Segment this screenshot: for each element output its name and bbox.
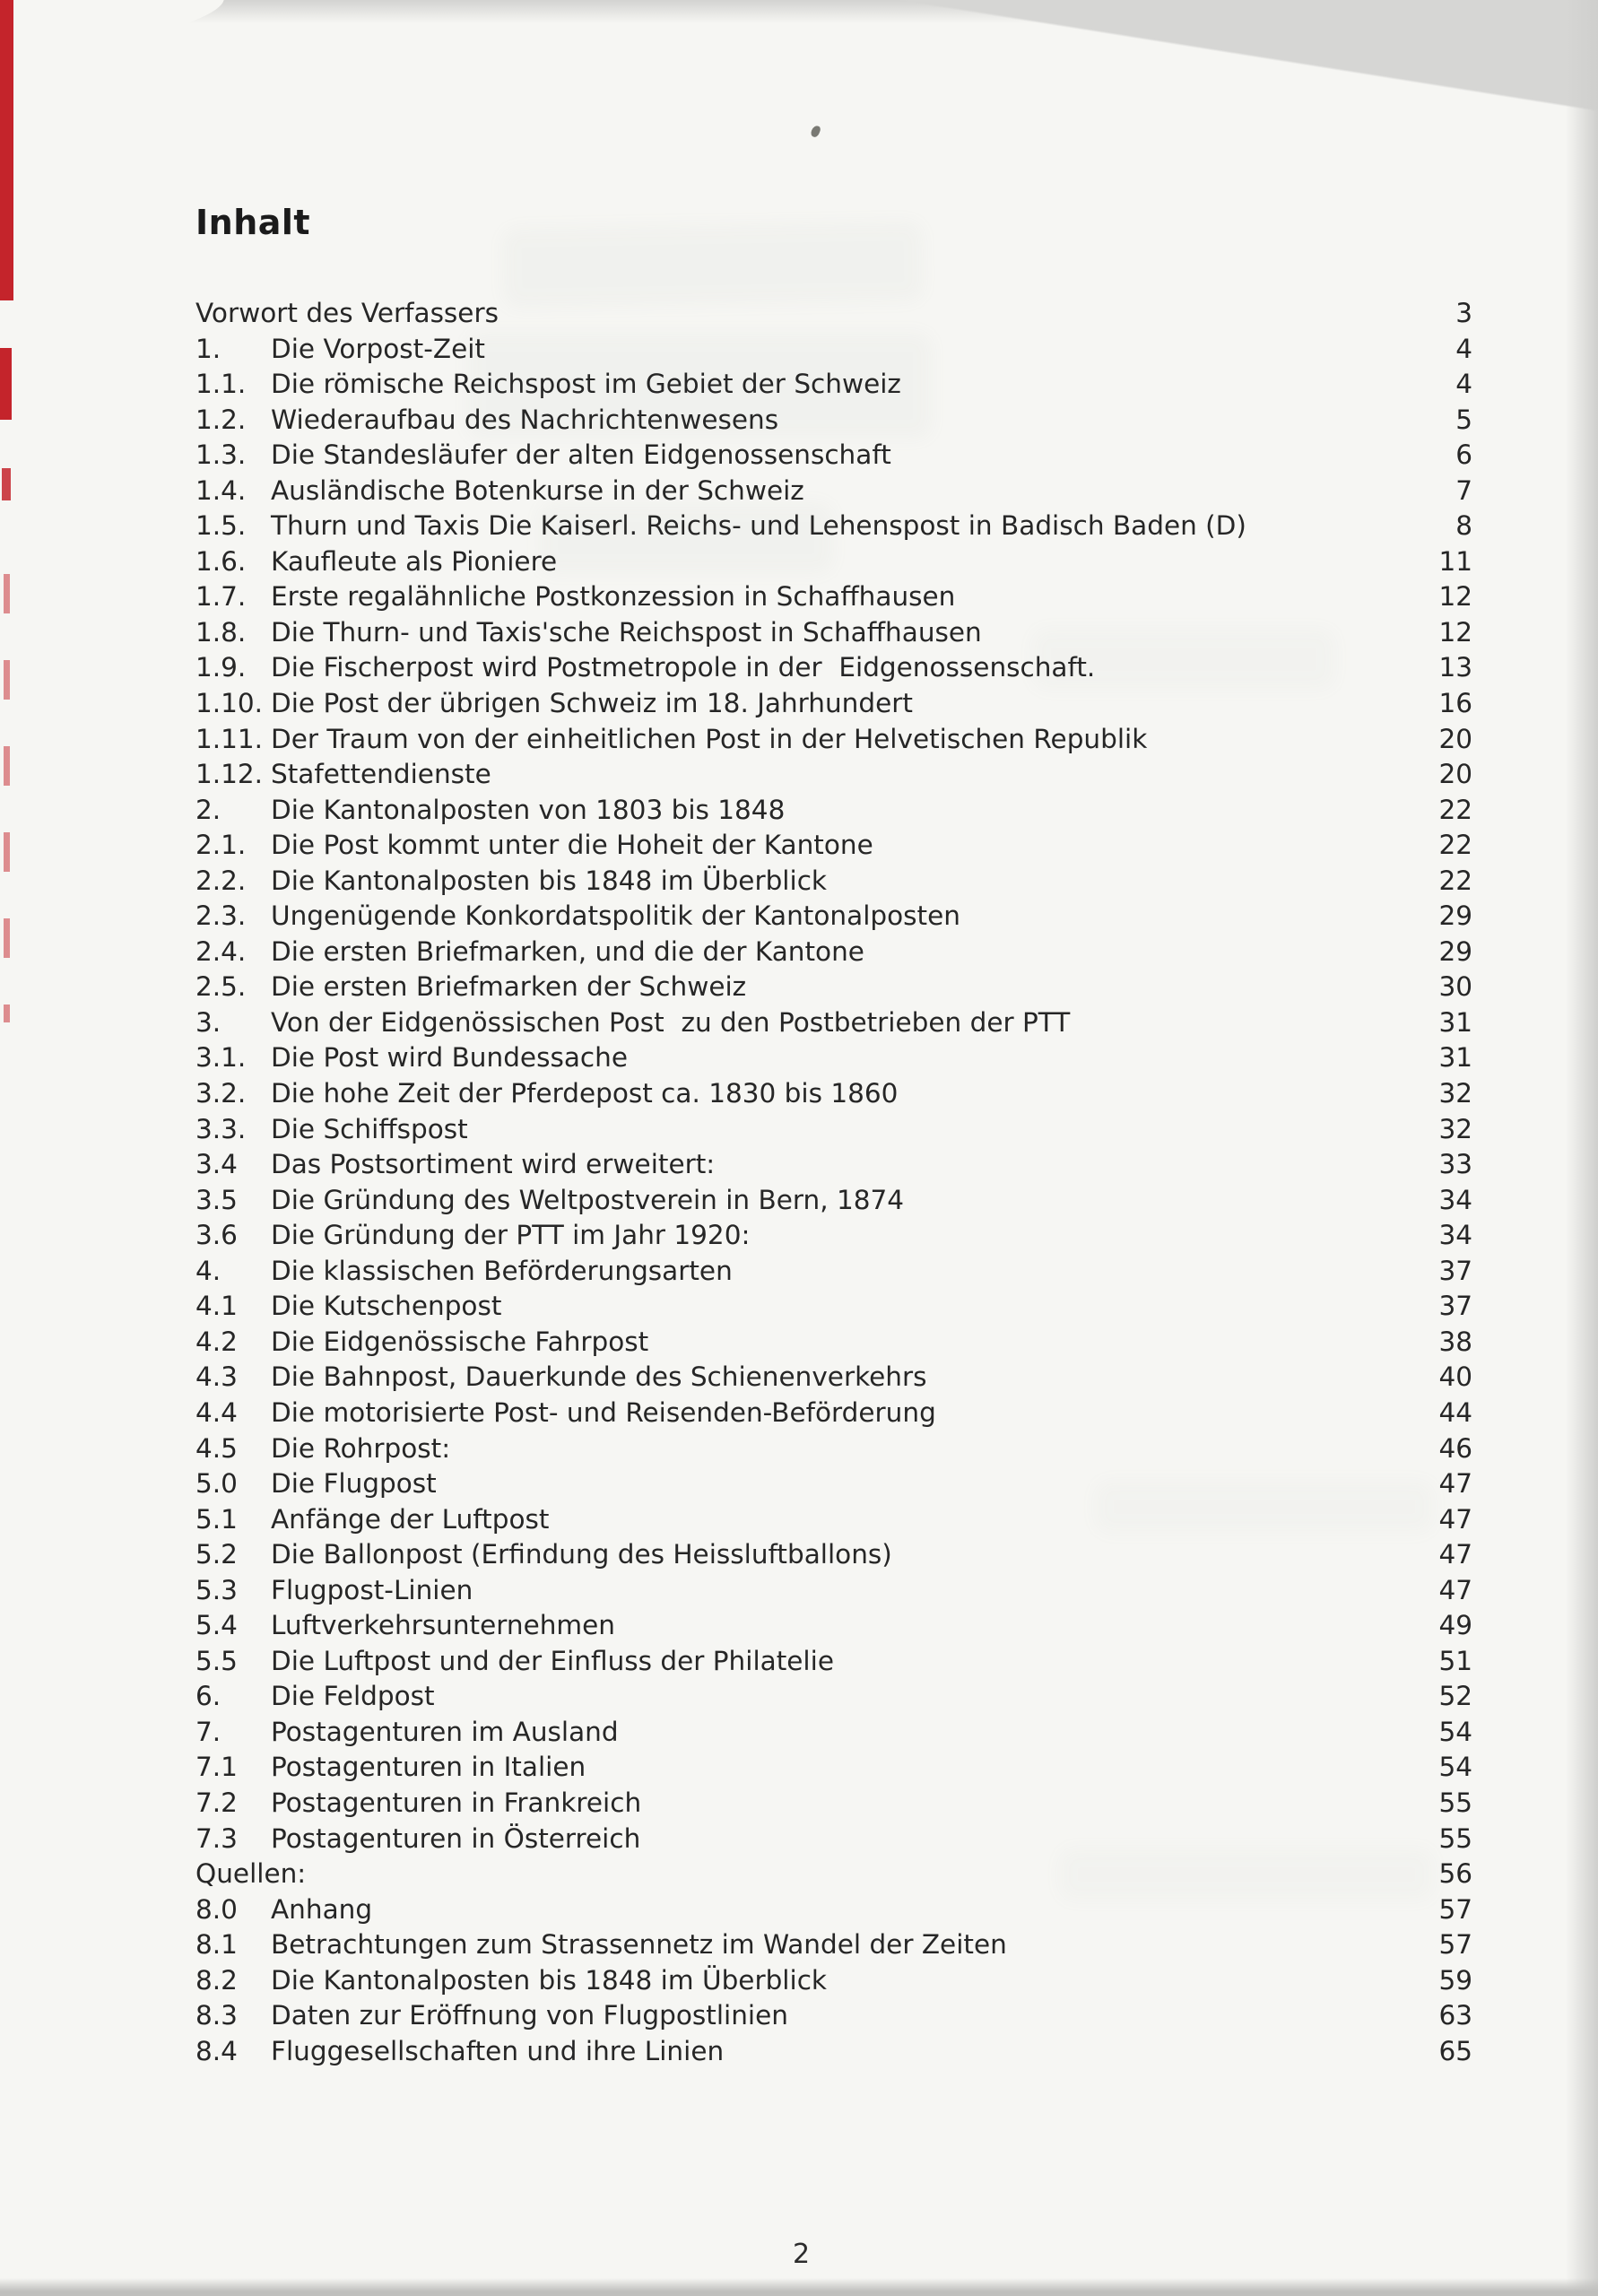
toc-entry-page: 32: [1438, 1113, 1472, 1144]
toc-row: [195, 1289, 1472, 1325]
toc-entry-number: 1.: [195, 333, 221, 364]
toc-entry-number: 1.4.: [195, 474, 247, 506]
toc-entry-page: 12: [1438, 581, 1472, 613]
toc-row: [195, 1147, 1472, 1183]
toc-entry-number: 7.: [195, 1716, 221, 1747]
toc-entry-title: Betrachtungen zum Strassennetz im Wandel der Zeiten: [271, 1929, 1007, 1961]
toc-entry-number: 3.2.: [195, 1078, 247, 1109]
left-margin-red-dash: [0, 348, 12, 420]
toc-row: [195, 1927, 1472, 1963]
toc-row: [195, 1112, 1472, 1148]
toc-entry-number: 5.2: [195, 1539, 238, 1570]
toc-entry-page: 33: [1438, 1149, 1472, 1180]
toc-row: [195, 1431, 1472, 1467]
toc-entry-number: 1.11.: [195, 723, 264, 754]
toc-entry-title: Daten zur Eröffnung von Flugpostlinien: [271, 2000, 788, 2031]
toc-row: [195, 864, 1472, 900]
toc-row: [195, 1254, 1472, 1290]
toc-entry-title: Ungenügende Konkordatspolitik der Kantonalposten: [271, 900, 960, 932]
toc-entry-page: 31: [1438, 1006, 1472, 1038]
toc-entry-page: 16: [1438, 688, 1472, 719]
page-curl-highlight: [0, 0, 228, 57]
toc-row: [195, 1076, 1472, 1112]
toc-entry-number: 1.3.: [195, 439, 247, 471]
toc-entry-number: 2.5.: [195, 971, 247, 1003]
toc-entry-page: 31: [1438, 1042, 1472, 1074]
toc-entry-page: 20: [1438, 759, 1472, 790]
toc-row: [195, 1183, 1472, 1219]
toc-entry-page: 54: [1438, 1752, 1472, 1783]
toc-entry-title: Thurn und Taxis Die Kaiserl. Reichs- und Lehenspost in Badisch Baden (D): [271, 510, 1246, 542]
toc-entry-page: 29: [1438, 900, 1472, 932]
toc-entry-number: 3.1.: [195, 1042, 247, 1074]
toc-entry-page: 57: [1438, 1929, 1472, 1961]
toc-entry-title: Die Gründung des Weltpostverein in Bern, 1874: [271, 1184, 905, 1215]
toc-entry-title: Luftverkehrsunternehmen: [271, 1610, 616, 1641]
toc-entry-page: 47: [1438, 1503, 1472, 1535]
toc-entry-title: Die Eidgenössische Fahrpost: [271, 1326, 649, 1357]
toc-row: [195, 757, 1472, 793]
toc-row: [195, 1360, 1472, 1396]
toc-entry-page: 55: [1438, 1822, 1472, 1854]
toc-entry-title: Die Feldpost: [271, 1681, 435, 1712]
toc-entry-page: 63: [1438, 2000, 1472, 2031]
toc-row: [195, 403, 1472, 439]
toc-row: [195, 1998, 1472, 2034]
toc-entry-title: Kaufleute als Pioniere: [271, 545, 558, 577]
toc-row: [195, 332, 1472, 368]
toc-entry-title: Die römische Reichspost im Gebiet der Schweiz: [271, 369, 901, 400]
toc-entry-title: Die Ballonpost (Erfindung des Heissluftballons): [271, 1539, 892, 1570]
toc-entry-number: 5.3: [195, 1574, 238, 1605]
toc-entry-page: 52: [1438, 1681, 1472, 1712]
toc-entry-number: 1.9.: [195, 652, 247, 683]
toc-row: [195, 509, 1472, 544]
toc-entry-number: 7.1: [195, 1752, 238, 1783]
toc-entry-title: Die Fischerpost wird Postmetropole in der Eidgenossenschaft.: [271, 652, 1096, 683]
toc-row: [195, 935, 1472, 970]
toc-entry-page: 57: [1438, 1893, 1472, 1925]
toc-row: [195, 1608, 1472, 1644]
ink-speck: [810, 125, 821, 138]
toc-entry-title: Die Kantonalposten von 1803 bis 1848: [271, 794, 786, 825]
toc-entry-title: Die ersten Briefmarken der Schweiz: [271, 971, 747, 1003]
toc-entry-page: 47: [1438, 1539, 1472, 1570]
toc-entry-page: 55: [1438, 1787, 1472, 1818]
toc-entry-page: 4: [1455, 333, 1472, 364]
toc-entry-title: Die Rohrpost:: [271, 1432, 451, 1464]
toc-entry-number: 5.4: [195, 1610, 238, 1641]
toc-entry-title: Die Bahnpost, Dauerkunde des Schienenverkehrs: [271, 1361, 927, 1393]
toc-row: [195, 296, 1472, 332]
toc-entry-title: Die Post kommt unter die Hoheit der Kantone: [271, 830, 873, 861]
toc-entry-title: Postagenturen in Österreich: [271, 1822, 641, 1854]
toc-row: [195, 722, 1472, 758]
toc-entry-page: 40: [1438, 1361, 1472, 1393]
toc-entry-title: Die Standesläufer der alten Eidgenossenschaft: [271, 439, 891, 471]
toc-entry-title: Der Traum von der einheitlichen Post in der Helvetischen Republik: [271, 723, 1148, 754]
toc-row: [195, 1679, 1472, 1715]
toc-entry-title: Anhang: [271, 1893, 373, 1925]
toc-entry-number: 1.1.: [195, 369, 247, 400]
toc-entry-title: Postagenturen in Frankreich: [271, 1787, 642, 1818]
toc-entry-title: Die Vorpost-Zeit: [271, 333, 485, 364]
toc-entry-number: 4.: [195, 1255, 221, 1286]
toc-entry-page: 32: [1438, 1078, 1472, 1109]
toc-entry-title: Vorwort des Verfassers: [195, 298, 499, 328]
toc-entry-number: 4.5: [195, 1432, 238, 1464]
toc-row: [195, 1822, 1472, 1857]
toc-entry-number: 2.4.: [195, 935, 247, 967]
toc-row: [195, 650, 1472, 686]
toc-entry-title: Erste regalähnliche Postkonzession in Schaffhausen: [271, 581, 956, 613]
toc-entry-page: 37: [1438, 1291, 1472, 1322]
toc-entry-title: Die Post der übrigen Schweiz im 18. Jahrhundert: [271, 688, 913, 719]
table-of-contents: [195, 296, 1472, 2069]
toc-entry-title: Stafettendienste: [271, 759, 491, 790]
toc-entry-page: 34: [1438, 1220, 1472, 1251]
left-margin-red-mark: [0, 0, 13, 300]
toc-entry-title: Die Flugpost: [271, 1468, 437, 1500]
toc-entry-title: Quellen:: [195, 1858, 307, 1890]
toc-entry-page: 12: [1438, 616, 1472, 648]
toc-entry-number: 2.2.: [195, 865, 247, 896]
toc-entry-number: 4.1: [195, 1291, 238, 1322]
toc-entry-number: 2.3.: [195, 900, 247, 932]
toc-entry-number: 3.: [195, 1006, 221, 1038]
toc-entry-page: 20: [1438, 723, 1472, 754]
toc-entry-number: 1.12.: [195, 759, 264, 790]
toc-entry-page: 34: [1438, 1184, 1472, 1215]
toc-entry-page: 54: [1438, 1716, 1472, 1747]
toc-row: [195, 2034, 1472, 2070]
toc-entry-title: Die Post wird Bundessache: [271, 1042, 628, 1074]
left-margin-red-faint-line: [4, 574, 10, 1022]
toc-entry-title: Die Luftpost und der Einfluss der Philatelie: [271, 1645, 834, 1676]
toc-row: [195, 438, 1472, 474]
toc-entry-page: 8: [1455, 510, 1472, 542]
toc-entry-title: Die klassischen Beförderungsarten: [271, 1255, 733, 1286]
toc-entry-number: 3.3.: [195, 1113, 247, 1144]
toc-entry-number: 5.0: [195, 1468, 238, 1500]
toc-row: [195, 1396, 1472, 1431]
toc-entry-page: 22: [1438, 830, 1472, 861]
toc-entry-number: 1.7.: [195, 581, 247, 613]
toc-entry-title: Die Kantonalposten bis 1848 im Überblick: [271, 1964, 828, 1996]
toc-entry-page: 6: [1455, 439, 1472, 471]
toc-entry-number: 1.6.: [195, 545, 247, 577]
scanner-right-edge: [1566, 0, 1598, 2296]
toc-entry-number: 8.2: [195, 1964, 238, 1996]
toc-row: [195, 899, 1472, 935]
toc-row: [195, 1644, 1472, 1680]
toc-entry-title: Das Postsortiment wird erweitert:: [271, 1149, 716, 1180]
toc-entry-page: 51: [1438, 1645, 1472, 1676]
toc-entry-number: 7.2: [195, 1787, 238, 1818]
toc-entry-title: Postagenturen in Italien: [271, 1752, 586, 1783]
toc-row: [195, 579, 1472, 615]
toc-entry-title: Die motorisierte Post- und Reisenden-Beförderung: [271, 1396, 936, 1428]
toc-entry-title: Flugpost-Linien: [271, 1574, 473, 1605]
toc-entry-page: 38: [1438, 1326, 1472, 1357]
toc-entry-page: 44: [1438, 1396, 1472, 1428]
toc-entry-number: 8.1: [195, 1929, 238, 1961]
toc-row: [195, 1537, 1472, 1573]
toc-entry-number: 1.5.: [195, 510, 247, 542]
toc-entry-page: 7: [1455, 474, 1472, 506]
toc-entry-number: 7.3: [195, 1822, 238, 1854]
toc-entry-page: 65: [1438, 2035, 1472, 2066]
page-number: 2: [793, 2239, 811, 2270]
toc-row: [195, 1715, 1472, 1751]
toc-row: [195, 367, 1472, 403]
toc-entry-number: 3.4: [195, 1149, 238, 1180]
toc-entry-page: 3: [1455, 298, 1472, 328]
toc-entry-page: 30: [1438, 971, 1472, 1003]
toc-entry-page: 22: [1438, 794, 1472, 825]
toc-entry-number: 5.5: [195, 1645, 238, 1676]
toc-entry-page: 47: [1438, 1468, 1472, 1500]
left-margin-red-dash-small: [2, 468, 11, 500]
toc-row: [195, 1325, 1472, 1361]
toc-row: [195, 1750, 1472, 1786]
toc-entry-page: 22: [1438, 865, 1472, 896]
toc-entry-page: 11: [1438, 545, 1472, 577]
toc-entry-title: Fluggesellschaften und ihre Linien: [271, 2035, 725, 2066]
toc-row: [195, 615, 1472, 651]
scanner-bottom-edge: [0, 2278, 1598, 2296]
scanner-top-right-wedge: [863, 0, 1598, 117]
toc-entry-page: 29: [1438, 935, 1472, 967]
toc-row: [195, 544, 1472, 580]
toc-entry-page: 13: [1438, 652, 1472, 683]
toc-entry-page: 37: [1438, 1255, 1472, 1286]
toc-entry-number: 8.0: [195, 1893, 238, 1925]
toc-entry-page: 5: [1455, 404, 1472, 435]
toc-entry-title: Die Kutschenpost: [271, 1291, 502, 1322]
toc-row: [195, 686, 1472, 722]
toc-entry-number: 4.4: [195, 1396, 238, 1428]
toc-row: [195, 793, 1472, 829]
toc-entry-number: 2.: [195, 794, 221, 825]
toc-row: [195, 828, 1472, 864]
toc-entry-number: 1.10.: [195, 688, 264, 719]
toc-entry-number: 8.4: [195, 2035, 238, 2066]
toc-row: [195, 1963, 1472, 1999]
toc-entry-number: 2.1.: [195, 830, 247, 861]
toc-entry-page: 4: [1455, 369, 1472, 400]
page-title: Inhalt: [195, 203, 311, 242]
toc-entry-number: 1.8.: [195, 616, 247, 648]
toc-entry-title: Postagenturen im Ausland: [271, 1716, 619, 1747]
toc-entry-page: 56: [1438, 1858, 1472, 1890]
toc-entry-title: Die Schiffspost: [271, 1113, 468, 1144]
toc-entry-page: 49: [1438, 1610, 1472, 1641]
toc-row: [195, 1892, 1472, 1928]
toc-row: [195, 1218, 1472, 1254]
toc-entry-title: Die ersten Briefmarken, und die der Kantone: [271, 935, 864, 967]
toc-entry-number: 3.5: [195, 1184, 238, 1215]
toc-entry-title: Von der Eidgenössischen Post zu den Postbetrieben der PTT: [271, 1006, 1071, 1038]
toc-row: [195, 1502, 1472, 1538]
toc-entry-title: Die hohe Zeit der Pferdepost ca. 1830 bis 1860: [271, 1078, 899, 1109]
toc-entry-page: 59: [1438, 1964, 1472, 1996]
toc-entry-number: 6.: [195, 1681, 221, 1712]
toc-entry-number: 4.2: [195, 1326, 238, 1357]
toc-entry-title: Wiederaufbau des Nachrichtenwesens: [271, 404, 779, 435]
toc-entry-page: 46: [1438, 1432, 1472, 1464]
toc-row: [195, 1857, 1472, 1892]
toc-row: [195, 1786, 1472, 1822]
toc-entry-title: Die Thurn- und Taxis'sche Reichspost in Schaffhausen: [271, 616, 982, 648]
toc-row: [195, 970, 1472, 1005]
toc-entry-number: 4.3: [195, 1361, 238, 1393]
toc-entry-page: 47: [1438, 1574, 1472, 1605]
toc-row: [195, 1466, 1472, 1502]
toc-row: [195, 474, 1472, 509]
toc-row: [195, 1040, 1472, 1076]
toc-entry-number: 8.3: [195, 2000, 238, 2031]
toc-entry-title: Die Kantonalposten bis 1848 im Überblick: [271, 865, 828, 896]
toc-entry-number: 3.6: [195, 1220, 238, 1251]
toc-entry-number: 1.2.: [195, 404, 247, 435]
toc-entry-title: Ausländische Botenkurse in der Schweiz: [271, 474, 804, 506]
toc-entry-title: Anfänge der Luftpost: [271, 1503, 550, 1535]
toc-entry-title: Die Gründung der PTT im Jahr 1920:: [271, 1220, 751, 1251]
toc-row: [195, 1573, 1472, 1609]
toc-entry-number: 5.1: [195, 1503, 238, 1535]
toc-row: [195, 1005, 1472, 1041]
